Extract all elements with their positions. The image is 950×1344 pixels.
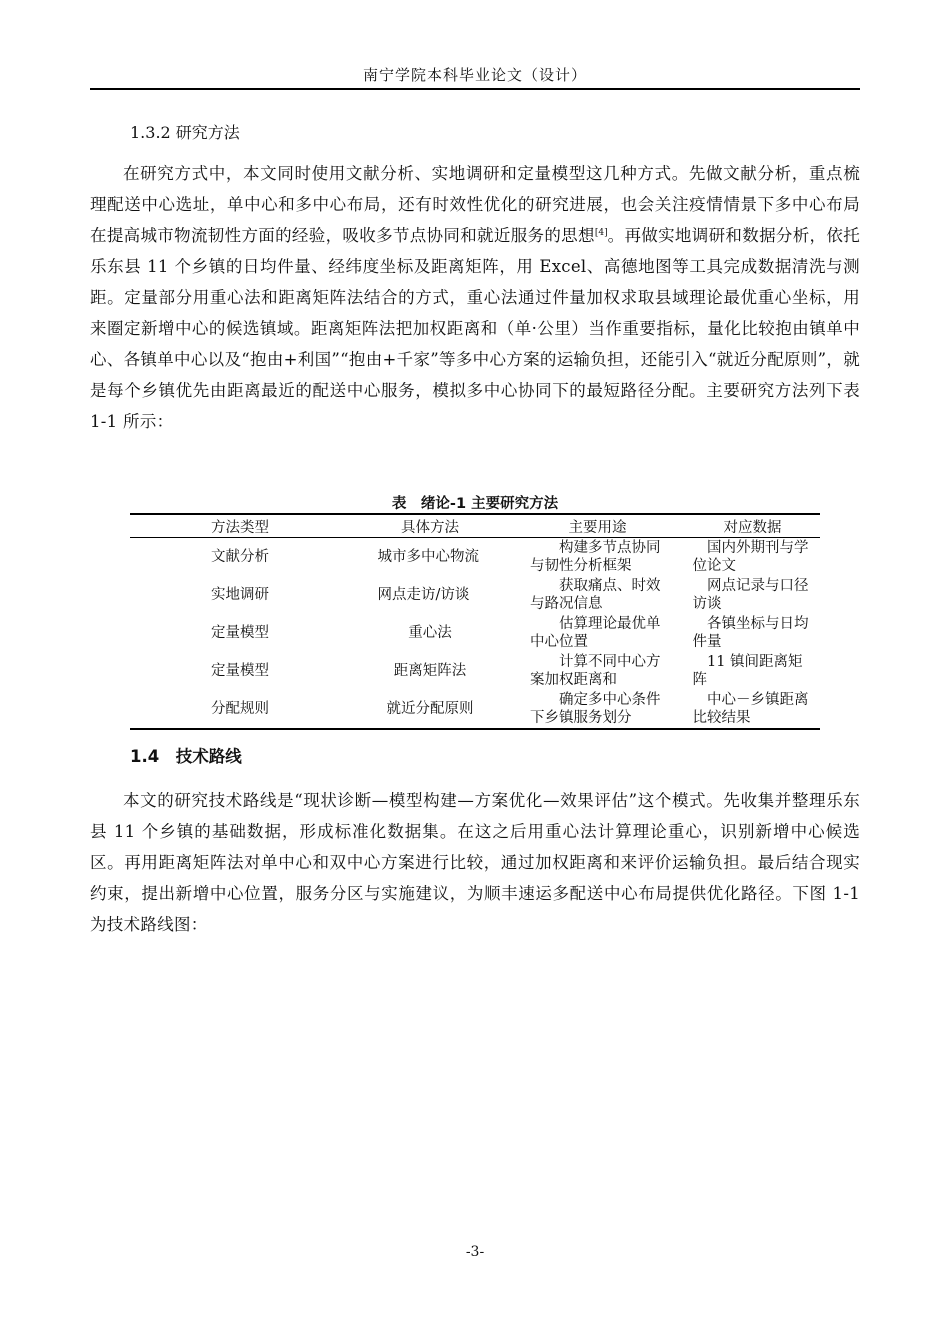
page-header-title: 南宁学院本科毕业论文（设计） — [362, 66, 587, 84]
table-row — [130, 652, 820, 690]
cell-data: 国内外期刊与学位论文 — [692, 540, 809, 574]
cell-method-type: 分配规则 — [211, 701, 269, 717]
column-header-data: 对应数据 — [723, 519, 782, 536]
paragraph-text-part-1: 在研究方式中，本文同时使用文献分析、实地调研和定量模型这几种方式。先做文献分析，重点梳理配送中心选址，单中心和多中心布局，还有时效性优化的研究进展，也会关注疫情情景下多中心布局在提高城市物流韧性方面的经验，吸收多节点协同和就近服务的思想 — [90, 164, 860, 245]
section-heading-research-methods: 1.3.2 研究方法 — [130, 123, 240, 142]
column-header-method-type: 方法类型 — [211, 519, 269, 536]
table-row — [130, 614, 820, 652]
paragraph-text-part-2: 。再做实地调研和数据分析，依托乐东县 11 个乡镇的日均件量、经纬度坐标及距离矩阵，用 Excel、高德地图等工具完成数据清洗与测距。定量部分用重心法和距离矩阵法结合的方式，重心法通过件量加权求取县域理论最优重心坐标，用来圈定新增中心的候选镇域。距离矩阵法把加权距离和（单·公里）当作重要指标，量化比较抱由镇单中心、各镇单中心以及“抱由+利国”“抱由+千家”等多中心方案的运输负担，还能引入“就近分配原则”，就是每个乡镇优先由距离最近的配送中心服务，模拟多中心协同下的最短路径分配。主要研究方法列下表 1-1 所示： — [90, 226, 861, 431]
cell-method-type: 实地调研 — [211, 587, 269, 603]
header-divider — [90, 88, 860, 90]
citation-reference: [4] — [594, 228, 608, 238]
cell-specific-method: 城市多中心物流 — [377, 549, 479, 565]
technical-route-paragraph: 本文的研究技术路线是“现状诊断—模型构建—方案优化—效果评估”这个模式。先收集并整理乐东县 11 个乡镇的基础数据，形成标准化数据集。在这之后用重心法计算理论重心，识别新增中心候选区。再用距离矩阵法对单中心和双中心方案进行比较，通过加权距离和来评价运输负担。最后结合现实约束，提出新增中心位置，服务分区与实施建议，为顺丰速运多配送中心布局提供优化路径。下图 1-1 为技术路线图： — [90, 791, 860, 934]
section-heading-technical-route: 1.4 技术路线 — [130, 747, 242, 766]
cell-main-use: 构建多节点协同与韧性分析框架 — [530, 540, 661, 574]
cell-main-use: 确定多中心条件下乡镇服务划分 — [530, 692, 661, 726]
cell-method-type: 定量模型 — [211, 625, 269, 641]
cell-specific-method: 距离矩阵法 — [393, 663, 467, 679]
cell-data: 各镇坐标与日均件量 — [692, 616, 809, 650]
cell-data: 网点记录与口径访谈 — [692, 578, 809, 612]
column-header-specific-method: 具体方法 — [401, 519, 459, 536]
cell-specific-method: 重心法 — [408, 625, 452, 641]
table-caption: 表 绪论-1 主要研究方法 — [391, 496, 559, 512]
table-row — [130, 538, 820, 577]
cell-specific-method: 就近分配原则 — [386, 701, 474, 717]
table-row — [130, 690, 820, 729]
cell-main-use: 获取痛点、时效与路况信息 — [530, 578, 661, 612]
cell-data: 中心－乡镇距离比较结果 — [692, 692, 809, 726]
cell-method-type: 定量模型 — [211, 663, 269, 679]
cell-data: 11 镇间距离矩阵 — [692, 654, 803, 688]
cell-specific-method: 网点走访/访谈 — [377, 587, 470, 603]
table-row — [130, 576, 820, 614]
column-header-main-use: 主要用途 — [568, 519, 627, 536]
research-methods-paragraph — [90, 158, 860, 437]
table-header-row — [130, 514, 820, 538]
research-methods-table — [130, 513, 820, 730]
cell-method-type: 文献分析 — [211, 549, 269, 565]
cell-main-use: 估算理论最优单中心位置 — [530, 616, 661, 650]
cell-main-use: 计算不同中心方案加权距离和 — [530, 654, 661, 688]
page-number: -3- — [465, 1244, 485, 1260]
